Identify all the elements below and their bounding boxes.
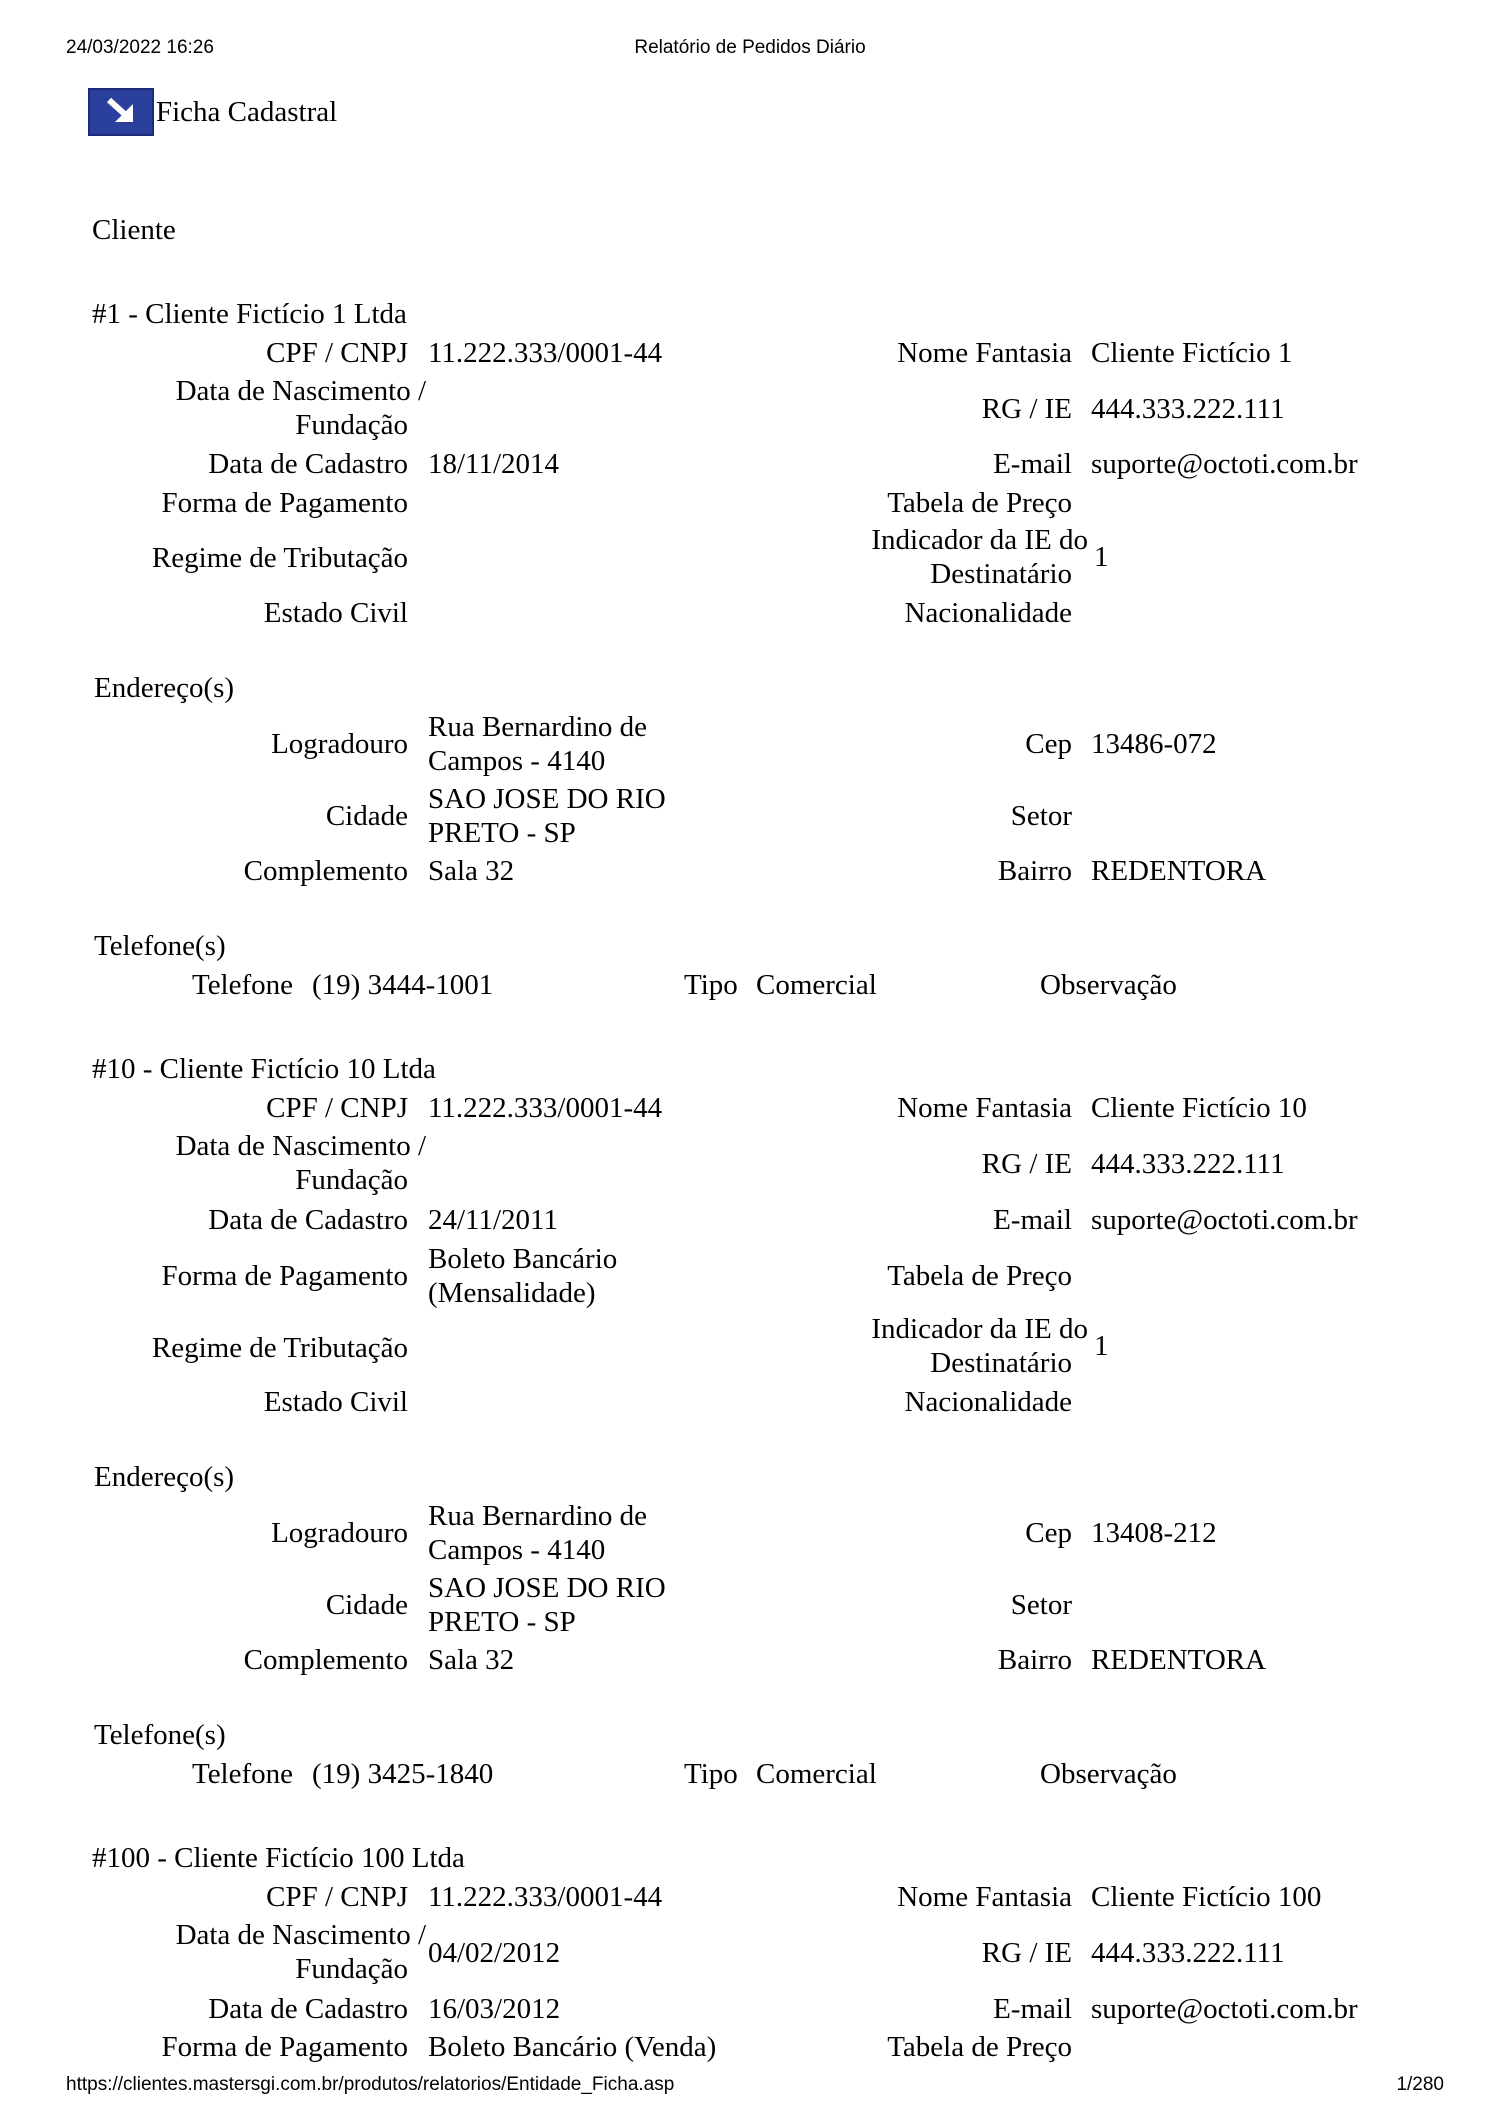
label-rg: RG / IE [981, 1937, 1072, 1969]
value-rg: 444.333.222.111 [1091, 1148, 1285, 1180]
record-title: #100 - Cliente Fictício 100 Ltda [92, 1842, 465, 1874]
label-nascimento-2: Fundação [295, 1164, 408, 1196]
value-nascimento: 04/02/2012 [428, 1937, 561, 1969]
label-complemento: Complemento [243, 855, 408, 887]
section-telefones: Telefone(s) [94, 930, 226, 962]
label-tabela: Tabela de Preço [887, 2031, 1072, 2063]
label-complemento: Complemento [243, 1644, 408, 1676]
value-cpf: 11.222.333/0001-44 [428, 1092, 663, 1124]
value-fantasia: Cliente Fictício 100 [1091, 1881, 1322, 1913]
value-cpf: 11.222.333/0001-44 [428, 337, 663, 369]
label-rg: RG / IE [981, 1148, 1072, 1180]
section-enderecos: Endereço(s) [94, 672, 235, 704]
label-indicador: Indicador da IE do [871, 524, 1088, 556]
label-fantasia: Nome Fantasia [897, 1092, 1072, 1124]
label-tributacao: Regime de Tributação [151, 1332, 408, 1364]
label-setor: Setor [1010, 800, 1072, 832]
label-logradouro: Logradouro [271, 728, 408, 760]
value-rg: 444.333.222.111 [1091, 393, 1285, 425]
value-bairro: REDENTORA [1091, 1644, 1267, 1676]
label-fantasia: Nome Fantasia [897, 1881, 1072, 1913]
label-nascimento-2: Fundação [295, 1953, 408, 1985]
label-setor: Setor [1010, 1589, 1072, 1621]
label-nascimento-2: Fundação [295, 409, 408, 441]
value-cadastro: 18/11/2014 [428, 448, 560, 480]
page-url: https://clientes.mastersgi.com.br/produtos/relatorios/Entidade_Ficha.asp [66, 2074, 675, 2095]
value-cep: 13486-072 [1091, 728, 1217, 760]
value-fantasia: Cliente Fictício 1 [1091, 337, 1293, 369]
label-cadastro: Data de Cadastro [208, 1204, 408, 1236]
label-tabela: Tabela de Preço [887, 487, 1072, 519]
label-estado-civil: Estado Civil [263, 597, 408, 629]
value-cidade: SAO JOSE DO RIO PRETO - SP [428, 783, 666, 849]
logo [88, 88, 337, 136]
label-tributacao: Regime de Tributação [151, 542, 408, 574]
label-cidade: Cidade [325, 800, 408, 832]
label-tipo: Tipo [684, 969, 738, 1001]
label-logradouro: Logradouro [271, 1517, 408, 1549]
label-cpf: CPF / CNPJ [266, 1881, 408, 1913]
value-indicador: 1 [1094, 1330, 1109, 1362]
value-bairro: REDENTORA [1091, 855, 1267, 887]
value-tipo: Comercial [756, 1758, 877, 1790]
label-cep: Cep [1025, 1517, 1072, 1549]
value-email: suporte@octoti.com.br [1091, 1993, 1358, 2025]
label-fantasia: Nome Fantasia [897, 337, 1072, 369]
section-telefones: Telefone(s) [94, 1719, 226, 1751]
label-email: E-mail [993, 448, 1072, 480]
label-pagamento: Forma de Pagamento [161, 1260, 408, 1292]
value-rg: 444.333.222.111 [1091, 1937, 1285, 1969]
label-rg: RG / IE [981, 393, 1072, 425]
label-tabela: Tabela de Preço [887, 1260, 1072, 1292]
value-logradouro: Rua Bernardino de Campos - 4140 [428, 711, 648, 777]
record-title: #1 - Cliente Fictício 1 Ltda [92, 298, 407, 330]
value-cep: 13408-212 [1091, 1517, 1217, 1549]
value-cidade: SAO JOSE DO RIO PRETO - SP [428, 1572, 666, 1638]
section-title: Cliente [92, 214, 176, 246]
label-indicador-2: Destinatário [930, 558, 1072, 590]
value-indicador: 1 [1094, 541, 1109, 573]
value-fantasia: Cliente Fictício 10 [1091, 1092, 1307, 1124]
label-tipo: Tipo [684, 1758, 738, 1790]
page-heading: Ficha Cadastral [156, 95, 338, 128]
label-email: E-mail [993, 1993, 1072, 2025]
value-email: suporte@octoti.com.br [1091, 1204, 1358, 1236]
arrow-down-right-icon [88, 88, 154, 136]
label-cpf: CPF / CNPJ [266, 337, 408, 369]
value-complemento: Sala 32 [428, 855, 515, 887]
label-indicador-2: Destinatário [930, 1347, 1072, 1379]
label-observacao: Observação [1040, 1758, 1177, 1790]
label-email: E-mail [993, 1204, 1072, 1236]
label-telefone: Telefone [192, 1758, 294, 1790]
label-nascimento: Data de Nascimento / [175, 1130, 426, 1162]
page-number: 1/280 [1396, 2074, 1444, 2095]
label-cadastro: Data de Cadastro [208, 448, 408, 480]
value-complemento: Sala 32 [428, 1644, 515, 1676]
label-bairro: Bairro [997, 855, 1072, 887]
value-cadastro: 24/11/2011 [428, 1204, 558, 1236]
label-bairro: Bairro [997, 1644, 1072, 1676]
value-cpf: 11.222.333/0001-44 [428, 1881, 663, 1913]
label-nascimento: Data de Nascimento / [175, 375, 426, 407]
print-date: 24/03/2022 16:26 [66, 37, 214, 58]
label-indicador: Indicador da IE do [871, 1313, 1088, 1345]
value-telefone: (19) 3425-1840 [312, 1758, 494, 1790]
value-pagamento: Boleto Bancário (Venda) [428, 2031, 717, 2063]
report-title: Relatório de Pedidos Diário [634, 37, 866, 58]
value-telefone: (19) 3444-1001 [312, 969, 494, 1001]
label-nacionalidade: Nacionalidade [904, 597, 1072, 629]
label-pagamento: Forma de Pagamento [161, 2031, 408, 2063]
label-cidade: Cidade [325, 1589, 408, 1621]
value-email: suporte@octoti.com.br [1091, 448, 1358, 480]
label-cpf: CPF / CNPJ [266, 1092, 408, 1124]
label-nascimento: Data de Nascimento / [175, 1919, 426, 1951]
label-telefone: Telefone [192, 969, 294, 1001]
section-enderecos: Endereço(s) [94, 1461, 235, 1493]
record-title: #10 - Cliente Fictício 10 Ltda [92, 1053, 436, 1085]
value-logradouro: Rua Bernardino de Campos - 4140 [428, 1500, 648, 1566]
value-tipo: Comercial [756, 969, 877, 1001]
label-nacionalidade: Nacionalidade [904, 1386, 1072, 1418]
label-estado-civil: Estado Civil [263, 1386, 408, 1418]
label-observacao: Observação [1040, 969, 1177, 1001]
label-cep: Cep [1025, 728, 1072, 760]
label-pagamento: Forma de Pagamento [161, 487, 408, 519]
value-pagamento: Boleto Bancário (Mensalidade) [428, 1243, 618, 1309]
label-cadastro: Data de Cadastro [208, 1993, 408, 2025]
value-cadastro: 16/03/2012 [428, 1993, 561, 2025]
